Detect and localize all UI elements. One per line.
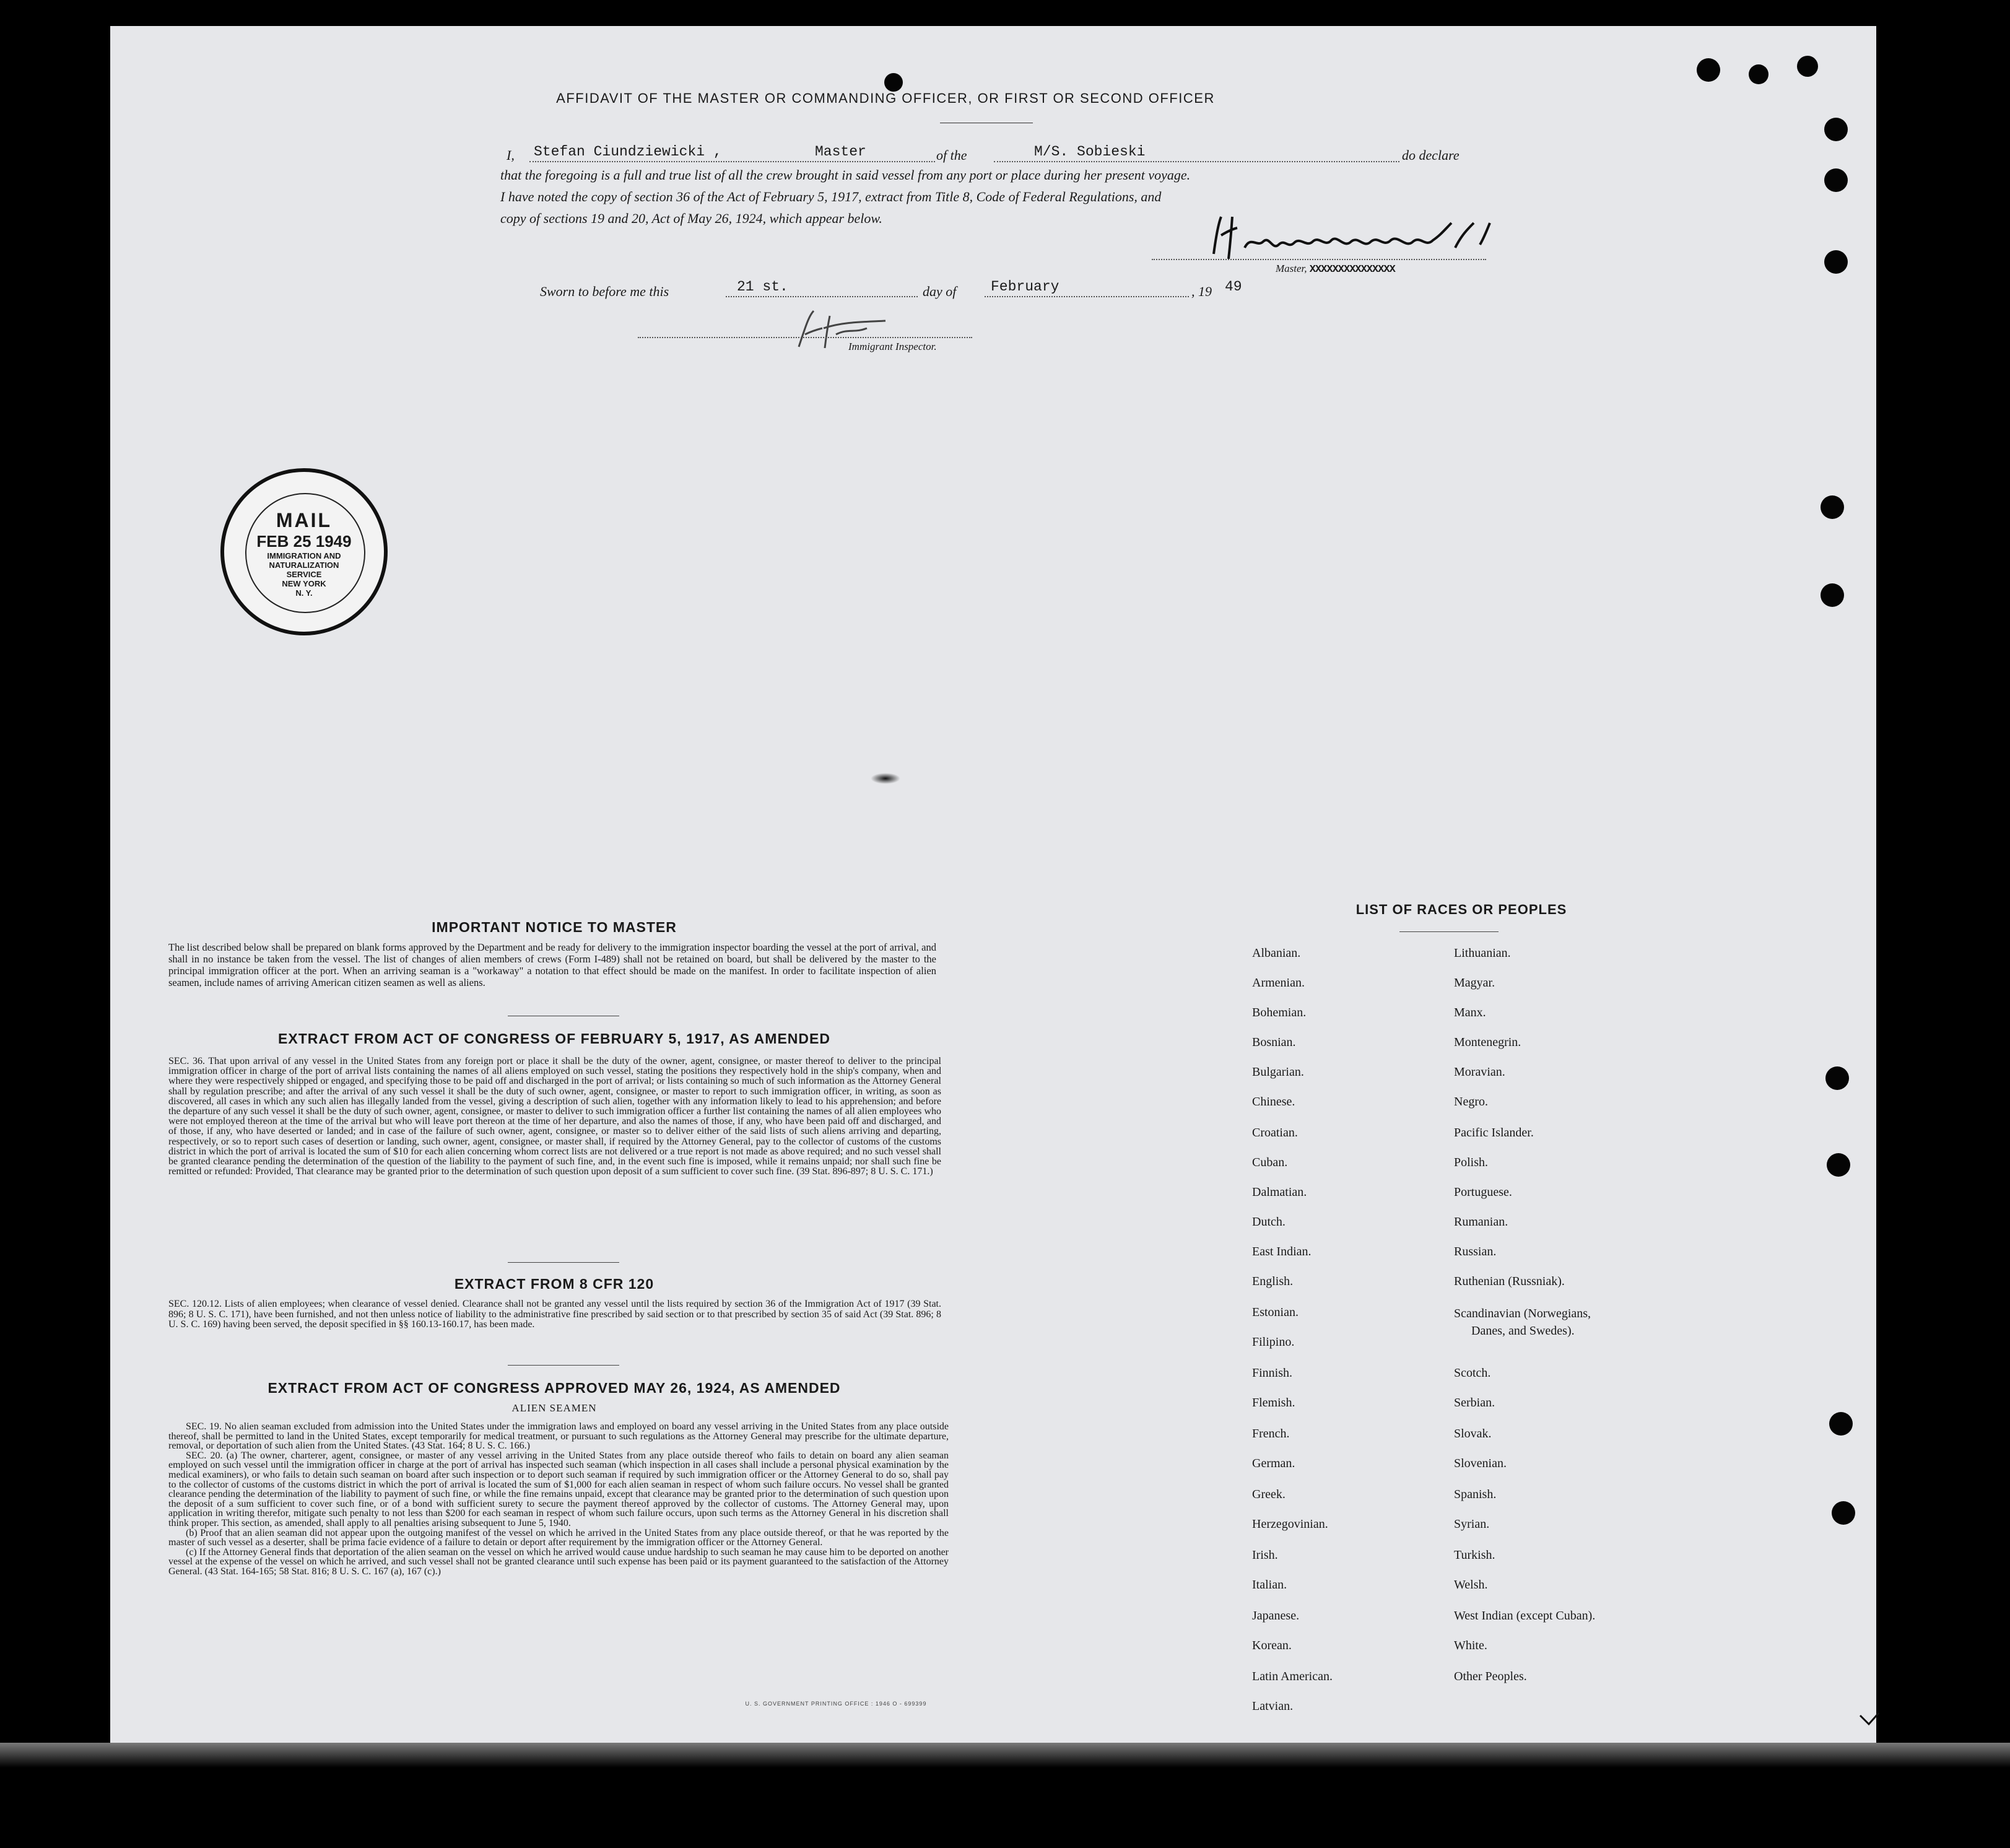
extract3-text4: (c) If the Attorney General finds that deportation of the alien seaman on the vessel on which he arrived would cause undue hardship to such seaman he may cause him to be deported on another vessel at the expense of the vessel on which he arrived, and such vessel shall not be granted clearance until such expense has been paid or its payment guaranteed to the satisfaction of the Attorney General. (43 Stat. 164-165; 58 Stat. 816; 8 U. S. C. 167 (a), 167 (c).): [168, 1546, 949, 1577]
extract3-subtitle: ALIEN SEAMEN: [511, 1402, 597, 1414]
printer-imprint: U. S. GOVERNMENT PRINTING OFFICE : 1946 O - 699399: [745, 1701, 927, 1707]
race-item: Pacific Islander.: [1454, 1126, 1534, 1140]
year-prefix: , 19: [1191, 284, 1212, 299]
stamp-line6: NEW YORK: [282, 579, 326, 588]
extract2-text: SEC. 120.12. Lists of alien employees; when clearance of vessel denied. Clearance shall not be granted any vessel until the lists required by section 36 of the Immigration Act of 1917 (39 Stat. 896; 8 U. S. C. 171), have been furnished, and not then unless notice of liability to the administrative fine prescribed by said section or to that prescribed by section 35 of said Act (39 Stat. 896; 8 U. S. C. 169) having been served, the deposit specified in §§ 160.13-160.17, has been made.: [168, 1299, 941, 1330]
race-item: East Indian.: [1252, 1245, 1312, 1258]
race-item: Latvian.: [1252, 1699, 1294, 1713]
mail-received-stamp: [220, 468, 388, 635]
affidavit-line3: I have noted the copy of section 36 of the Act of February 5, 1917, extract from Title 8, Code of Federal Regulations, and: [500, 189, 1162, 204]
binder-hole: [1821, 495, 1844, 519]
race-item: Lithuanian.: [1454, 946, 1511, 960]
signature-line: [1152, 259, 1486, 260]
extract2-divider: [508, 1365, 619, 1366]
affidavit-line1-prefix: I,: [507, 147, 515, 163]
race-item: German.: [1252, 1457, 1295, 1470]
vessel-underline: [994, 161, 1399, 162]
race-item: Other Peoples.: [1454, 1670, 1527, 1683]
stamp-line3: IMMIGRATION AND: [267, 551, 341, 560]
extract3-text2: SEC. 20. (a) The owner, charterer, agent, consignee, or master of any vessel arriving in the United States from any place outside thereof who fails to detain on board any alien seaman employed on such vessel until the immigration officer in charge at the port of arrival has inspected such seaman (which inspection in all cases shall include a personal physical examination by the medical examiners), or who fails to detain such seaman on board after such inspection or to deport such seaman if required by such immigration officer or the Attorney General to do so, shall pay to the collector of customs of the customs district in which the port of arrival is located the sum of $1,000 for each alien seaman in respect of whom such failure occurs. No vessel shall be granted clearance pending the determination of the liability to payment of such fine, or while the fine remains unpaid, except that clearance may be granted prior to the determination of such question upon the deposit of a sum sufficient to cover such fine, or of a bond with sufficient surety to secure the payment thereof approved by the collector of customs. The Attorney General may, upon application in writing therefor, mitigate such penalty to not less than $200 for each seaman in respect of whom such failure occurs, upon such terms as the Attorney General in his discretion shall think proper. This section, as amended, shall apply to all penalties arising subsequent to June 5, 1940.: [168, 1450, 949, 1528]
notice-text: The list described below shall be prepared on blank forms approved by the Department and be ready for delivery to the immigration inspector boarding the vessel at the port of arrival, and shall in no instance be taken from the vessel. The list of changes of alien members of crews (Form I-489) shall not be retained on board, but shall be delivered by the master to the principal immigration officer at the port. When an arriving seaman is a "workaway" a notation to that effect should be made on the manifest. In order to facilitate inspection of alien seamen, include names of arriving American citizen seamen as well as aliens.: [168, 941, 936, 988]
race-item: English.: [1252, 1275, 1294, 1288]
binder-hole: [1829, 1412, 1853, 1436]
race-item: Flemish.: [1252, 1396, 1295, 1410]
ink-smudge: [871, 773, 900, 784]
race-item: Montenegrin.: [1454, 1035, 1521, 1049]
signature-caption: [1276, 263, 1395, 276]
affidavit-line2: that the foregoing is a full and true list of all the crew brought in said vessel from any port or place during her present voyage.: [500, 167, 1191, 183]
race-item: Spanish.: [1454, 1488, 1497, 1501]
inspector-line: [638, 337, 972, 338]
name-underline: [529, 161, 935, 162]
races-title: LIST OF RACES OR PEOPLES: [1355, 902, 1567, 917]
extract3-text3: (b) Proof that an alien seaman did not appear upon the outgoing manifest of the vessel on which he arrived in the United States from any place outside thereof, or that he was reported by the master of such vessel as a deserter, shall be prima facie evidence of a failure to detain or deport after requirement by the immigration officer or the Attorney General.: [168, 1527, 949, 1548]
race-item: Serbian.: [1454, 1396, 1495, 1410]
races-underline: [1399, 931, 1499, 932]
race-item: Chinese.: [1252, 1095, 1295, 1109]
race-item: Estonian.: [1252, 1305, 1299, 1319]
sworn-month-underline: [985, 296, 1189, 297]
master-signature: [1207, 211, 1529, 266]
race-item: Polish.: [1454, 1156, 1489, 1169]
stamp-line1: MAIL: [276, 509, 333, 531]
race-item: Scotch.: [1454, 1366, 1491, 1380]
signature-caption-struck: XXXXXXXXXXXXXXX: [1309, 264, 1395, 276]
extract3-title: EXTRACT FROM ACT OF CONGRESS APPROVED MAY 26, 1924, AS AMENDED: [268, 1380, 841, 1396]
race-item: Bosnian.: [1252, 1035, 1296, 1049]
race-item: Manx.: [1454, 1006, 1486, 1019]
sworn-day-underline: [726, 296, 918, 297]
binder-hole: [1697, 58, 1720, 82]
race-item: West Indian (except Cuban).: [1454, 1609, 1596, 1623]
race-item: Finnish.: [1252, 1366, 1293, 1380]
race-item: Slovenian.: [1454, 1457, 1507, 1470]
race-item: Dutch.: [1252, 1215, 1286, 1229]
extract3-body: [168, 1422, 949, 1577]
race-item: French.: [1252, 1427, 1290, 1440]
stamp-line2: FEB 25 1949: [256, 532, 352, 551]
race-item: Filipino.: [1252, 1335, 1295, 1349]
race-item: Albanian.: [1252, 946, 1301, 960]
race-item: Magyar.: [1454, 976, 1495, 990]
race-item: Turkish.: [1454, 1548, 1495, 1562]
race-item: Italian.: [1252, 1578, 1287, 1592]
race-item: Japanese.: [1252, 1609, 1300, 1623]
sworn-month: February: [991, 279, 1059, 295]
stamp-line4: NATURALIZATION: [269, 560, 339, 570]
race-item: Irish.: [1252, 1548, 1278, 1562]
page-edge-shadow: [0, 1743, 2010, 1767]
extract2-title: EXTRACT FROM 8 CFR 120: [454, 1276, 655, 1292]
race-item: Negro.: [1454, 1095, 1488, 1109]
vessel-name: M/S. Sobieski: [1034, 144, 1146, 160]
race-item: Portuguese.: [1454, 1185, 1512, 1199]
master-name: Stefan Ciundziewicki ,: [534, 144, 722, 160]
sworn-prefix: Sworn to before me this: [540, 284, 669, 299]
race-item: Slovak.: [1454, 1427, 1492, 1440]
of-the-label: of the: [936, 147, 967, 163]
do-declare-label: do declare: [1402, 147, 1460, 163]
stamp-line5: SERVICE: [286, 570, 322, 579]
stamp-line7: N. Y.: [295, 588, 313, 598]
race-item: Croatian.: [1252, 1126, 1298, 1140]
race-item: Herzegovinian.: [1252, 1517, 1328, 1531]
binder-hole: [1824, 118, 1848, 141]
race-item: Armenian.: [1252, 976, 1305, 990]
corner-check-mark: [1858, 1709, 1882, 1728]
race-item: Bohemian.: [1252, 1006, 1307, 1019]
extract1-divider: [508, 1262, 619, 1263]
race-item: White.: [1454, 1639, 1487, 1652]
year-suffix: 49: [1225, 279, 1242, 295]
race-item: Syrian.: [1454, 1517, 1490, 1531]
race-item: Bulgarian.: [1252, 1065, 1304, 1079]
binder-hole: [1824, 168, 1848, 192]
race-item: Scandinavian (Norwegians,: [1454, 1307, 1591, 1320]
race-item: Moravian.: [1454, 1065, 1505, 1079]
race-item: Rumanian.: [1454, 1215, 1508, 1229]
binder-hole: [1824, 250, 1848, 274]
binder-hole: [1797, 56, 1818, 77]
binder-hole: [1825, 1066, 1849, 1090]
extract1-text: SEC. 36. That upon arrival of any vessel in the United States from any foreign port or place it shall be the duty of the owner, agent, consignee, or master thereof to deliver to the principal immigration officer in charge of the port of arrival lists containing the names of all aliens employed on such vessel, stating the positions they respectively hold in the ship's company, when and where they were respectively shipped or engaged, and specifying those to be paid off and discharged in the port of arrival; or lists containing so much of such information as the Attorney General shall by regulation prescribe; and after the arrival of any such vessel it shall be the duty of such owner, agent, consignee, or master to report to such immigration officer, in writing, as soon as discovered, all cases in which any such alien has illegally landed from the vessel, giving a description of such alien, together with any information likely to lead to his apprehension; and before the departure of any such vessel it shall be the duty of such owner, agent, consignee, or master to deliver to such immigration officer a further list containing the names of all alien employees who were not employed thereon at the time of the arrival but who will leave port thereon at the time of her departure, and also the names of those, if any, who have been paid off and discharged, and of those, if any, who have deserted or landed; and in case of the failure of such owner, agent, consignee, or master so to deliver either of the said lists of such aliens arriving and departing, respectively, or so to report such cases of desertion or landing, such owner, agent, consignee, or master shall, if required by the Attorney General, pay to the collector of customs of the customs district in which the port of arrival is located the sum of $10 for each alien concerning whom correct lists are not delivered or a true report is not made as above required; and no such vessel shall be granted clearance pending the determination of the question of the liability to the payment of such fine, and, in the event such fine is imposed, while it remains unpaid; nor shall such fine be remitted or refunded: Provided, That clearance may be granted prior to the determination of such question upon deposit of a sum sufficient to cover such fine. (39 Stat. 896-897; 8 U. S. C. 171.): [168, 1056, 941, 1177]
extract1-title: EXTRACT FROM ACT OF CONGRESS OF FEBRUARY 5, 1917, AS AMENDED: [278, 1031, 830, 1047]
day-of-label: day of: [923, 284, 957, 299]
race-item: Danes, and Swedes).: [1471, 1324, 1575, 1338]
affidavit-line4: copy of sections 19 and 20, Act of May 26, 1924, which appear below.: [500, 211, 882, 226]
affidavit-title: AFFIDAVIT OF THE MASTER OR COMMANDING OFFICER, OR FIRST OR SECOND OFFICER: [556, 90, 1215, 106]
race-item: Greek.: [1252, 1488, 1286, 1501]
master-rank: Master: [815, 144, 866, 160]
race-item: Dalmatian.: [1252, 1185, 1307, 1199]
binder-hole: [1832, 1501, 1855, 1525]
race-item: Cuban.: [1252, 1156, 1288, 1169]
race-item: Ruthenian (Russniak).: [1454, 1275, 1565, 1288]
signature-caption-prefix: Master,: [1276, 263, 1307, 274]
race-item: Latin American.: [1252, 1670, 1333, 1683]
sworn-day: 21 st.: [737, 279, 788, 295]
binder-hole: [1749, 64, 1769, 84]
binder-hole: [884, 73, 903, 92]
notice-title: IMPORTANT NOTICE TO MASTER: [432, 919, 677, 935]
race-item: Russian.: [1454, 1245, 1497, 1258]
extract3-text1: SEC. 19. No alien seaman excluded from admission into the United States under the immigration laws and employed on board any vessel arriving in the United States from any place outside thereof, shall be permitted to land in the United States, except temporarily for medical treatment, or pursuant to such regulations as the Attorney General may prescribe for the ultimate departure, removal, or deportation of such alien from the United States. (43 Stat. 164; 8 U. S. C. 166.): [168, 1421, 949, 1452]
inspector-caption: Immigrant Inspector.: [848, 341, 937, 352]
race-item: Welsh.: [1454, 1578, 1488, 1592]
binder-hole: [1827, 1153, 1850, 1177]
race-item: Korean.: [1252, 1639, 1292, 1652]
binder-hole: [1821, 583, 1844, 607]
